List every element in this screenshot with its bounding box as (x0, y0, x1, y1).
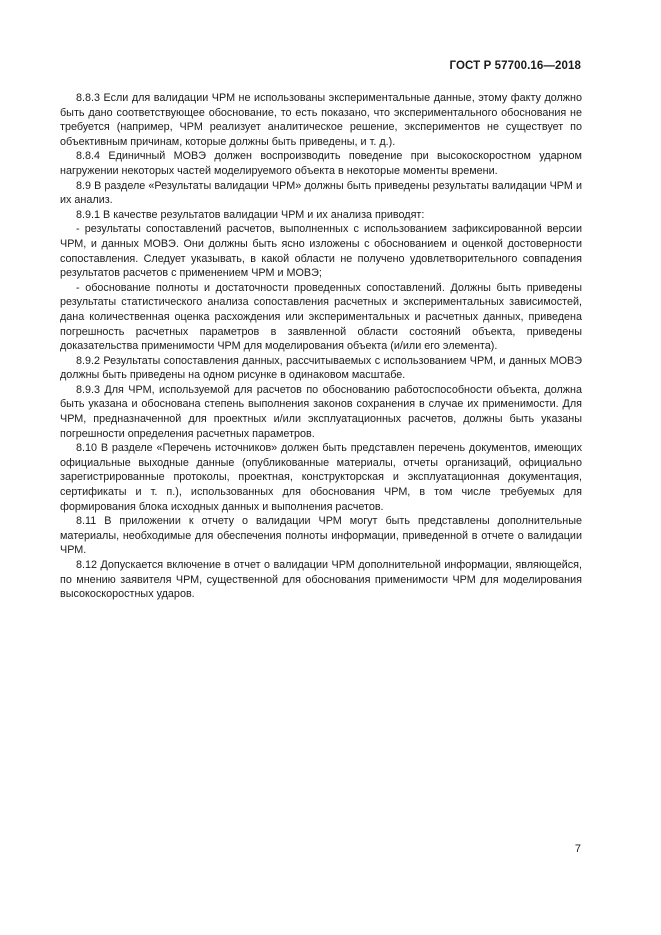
paragraph-8-8-4: 8.8.4 Единичный МОВЭ должен воспроизводить поведение при высокоскоростном ударном нагружении некоторых частей моделируемого объекта в некоторые моменты времени. (60, 150, 582, 177)
paragraph-8-9: 8.9 В разделе «Результаты валидации ЧРМ» должны быть приведены результаты валидации ЧРМ и их анализ. (60, 179, 582, 207)
document-body (60, 91, 582, 602)
paragraph-8-9-2: 8.9.2 Результаты сопоставления данных, рассчитываемых с использованием ЧРМ, и данных МОВЭ должны быть приведены на одном рисунке в одинаковом масштабе. (60, 354, 582, 382)
paragraph-8-10: 8.10 В разделе «Перечень источников» должен быть представлен перечень документов, имеющих официальные выходные данные (опубликованные материалы, отчеты организаций, официально зарегистрированные протоколы, проектная, конструкторская и эксплуатационная документация, сертификаты и т. п.), использованных для обоснования ЧРМ, в том числе требуемых для формирования блока исходных данных и выполнения расчетов. (60, 442, 582, 513)
list-item-comparison-results: - результаты сопоставлений расчетов, выполненных с использованием зафиксированной версии ЧРМ, и данных МОВЭ. Они должны быть ясно изложены с обоснованием и оценкой достоверности сопоставления. Следует указывать, в какой области не получено удовлетворительного совпадения результатов расчетов с применением ЧРМ и МОВЭ; (60, 223, 582, 280)
list-item-completeness-justification: - обоснование полноты и достаточности проведенных сопоставлений. Должны быть приведены результаты статистического анализа сопоставления расчетных и экспериментальных зависимостей, дана количественная оценка расхождения или экспериментальных и расчетных данных, приведена погрешность расчетных параметров в заявленной области состояний объекта, приведены доказательства применимости ЧРМ для моделирования объекта (и/или его элемента). (60, 281, 582, 353)
paragraph-8-12: 8.12 Допускается включение в отчет о валидации ЧРМ дополнительной информации, являющейся, по мнению заявителя ЧРМ, существенной для обоснования применимости ЧРМ для моделирования высокоскоростных ударов. (60, 559, 582, 601)
paragraph-8-9-1: 8.9.1 В качестве результатов валидации ЧРМ и их анализа приводят: (76, 208, 425, 221)
page-number: 7 (574, 843, 581, 855)
paragraph-8-9-3: 8.9.3 Для ЧРМ, используемой для расчетов по обоснованию работоспособности объекта, должна быть указана и обоснована степень выполнения законов сохранения в случае их применимости. Для ЧРМ, предназначенной для проектных и/или эксплуатационных расчетов, должны быть указаны погрешности определения расчетных параметров. (60, 383, 582, 440)
paragraph-8-8-3: 8.8.3 Если для валидации ЧРМ не использованы экспериментальные данные, этому факту должно быть дано соответствующее обоснование, то есть показано, что экспериментального обоснования не требуется (например, ЧРМ реализует аналитическое решение, экспериментов не существует по объективным причинам, которые должны быть приведены, и т. д.). (60, 92, 582, 148)
paragraph-8-11: 8.11 В приложении к отчету о валидации ЧРМ могут быть представлены дополнительные материалы, необходимые для обеспечения полноты информации, приведенной в отчете о валидации ЧРМ. (60, 515, 582, 557)
document-header: ГОСТ Р 57700.16—2018 (449, 60, 581, 72)
